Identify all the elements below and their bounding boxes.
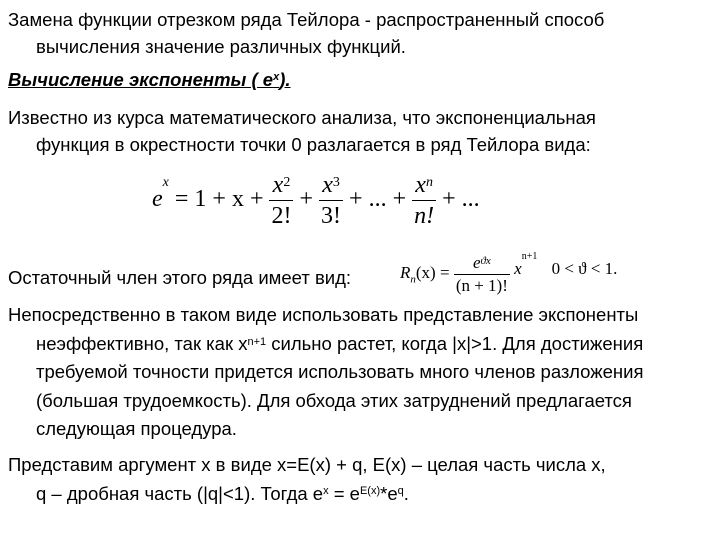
- heading-tail: ).: [279, 69, 291, 90]
- remainder-formula: $R_n(x)$ = $\frac{e^{ϑx}}{(n + 1)!}$ $x^{n+1}$ 0 < ϑ < 1.: [400, 251, 618, 295]
- direct-line-5: следующая процедура.: [36, 418, 237, 439]
- known-paragraph: [8, 104, 712, 158]
- taylor-tail: + ...: [442, 186, 480, 213]
- taylor-term-3: $\frac{x^3}{3!}$: [321, 172, 342, 229]
- direct-line-3: требуемой точности придется использовать много членов разложения: [36, 361, 644, 382]
- heading-sup: x: [273, 71, 280, 83]
- section-heading: [8, 66, 712, 93]
- represent-line-1: Представим аргумент x в виде x=E(x) + q, E(x) – целая часть числа x,: [8, 454, 606, 475]
- taylor-term-n: $\frac{x^n}{n!}$: [414, 172, 435, 229]
- remainder-fraction: $\frac{e^{ϑx}}{(n + 1)!}$: [455, 253, 508, 295]
- represent-line-2: q – дробная часть (|q|<1). Тогда $e^x = e^{E(x)}*e^q$.: [36, 483, 409, 504]
- direct-paragraph: [8, 301, 712, 444]
- taylor-lhs: $e^x$: [152, 175, 169, 213]
- taylor-plus: +: [299, 186, 314, 213]
- taylor-term-2: $\frac{x^2}{2!}$: [271, 172, 292, 229]
- remainder-condition: 0 < ϑ < 1.: [551, 259, 618, 279]
- intro-line-1: Замена функции отрезком ряда Тейлора - распространенный способ: [8, 9, 605, 30]
- intro-line-2: вычисления значение различных функций.: [36, 36, 406, 57]
- known-line-2: функция в окрестности точки 0 разлагается в ряд Тейлора вида:: [36, 134, 591, 155]
- taylor-eq: = 1 + x +: [174, 186, 264, 213]
- intro-paragraph: [8, 6, 712, 60]
- direct-line-1: Непосредственно в таком виде использовать представление экспоненты: [8, 304, 639, 325]
- direct-line-4: (большая трудоемкость). Для обхода этих затруднений предлагается: [36, 389, 632, 411]
- taylor-formula: [152, 170, 480, 231]
- taylor-dots: + ... +: [349, 186, 407, 213]
- known-line-1: Известно из курса математического анализа, что экспоненциальная: [8, 107, 596, 128]
- represent-paragraph: [8, 450, 712, 508]
- remainder-text: Остаточный член этого ряда имеет вид:: [8, 267, 352, 288]
- direct-line-2: неэффективно, так как $x^{n+1}$ сильно растет, когда |x|>1. Для достижения: [36, 332, 644, 354]
- heading-text: Вычисление экспоненты ( e: [8, 69, 274, 90]
